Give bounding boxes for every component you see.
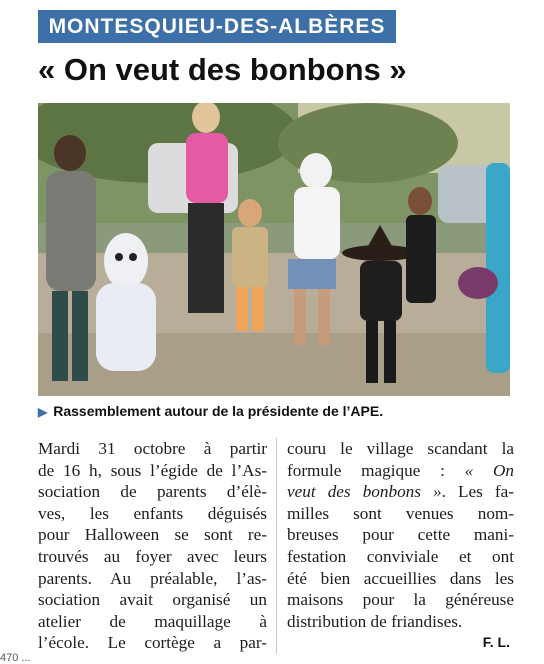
column-line: sociation avait organisé un [38, 590, 267, 610]
column-line [287, 481, 514, 503]
column-line-part: formule magique : [287, 460, 465, 480]
article-column-2 [287, 438, 514, 632]
quote-text: veut des bonbons » [287, 482, 442, 502]
column-line: festation conviviale et ont [287, 546, 514, 566]
page-number: 470 ... [0, 652, 31, 664]
article-photo [38, 103, 510, 396]
column-line-part: . Les fa- [441, 482, 514, 502]
column-line: parents. Au préalable, l’as- [38, 568, 267, 588]
article-column-1 [38, 438, 267, 654]
photo-illustration [38, 103, 510, 396]
caption-text: Rassemblement autour de la présidente de l’APE. [53, 403, 384, 419]
column-line: maisons pour la généreuse [287, 590, 514, 610]
article-headline: « On veut des bonbons » [38, 52, 407, 87]
author-signature: F. L. [482, 634, 510, 650]
column-line: ves, les enfants déguisés [38, 503, 267, 523]
column-line: été bien accueillies dans les [287, 568, 514, 588]
photo-caption [38, 401, 518, 421]
column-line: milles sont venues nom- [287, 503, 514, 523]
column-line: pour Halloween se sont re- [38, 525, 267, 545]
caption-marker-icon: ▶ [38, 405, 48, 419]
column-line: Mardi 31 octobre à partir [38, 439, 267, 458]
column-line: sociation de parents d’élè- [38, 482, 267, 502]
column-divider [276, 438, 277, 654]
section-kicker: MONTESQUIEU-DES-ALBÈRES [38, 10, 396, 43]
column-line: trouvés au foyer avec leurs [38, 546, 267, 566]
column-line: couru le village scandant la [287, 439, 514, 458]
quote-text: « On [464, 460, 514, 480]
column-line: distribution de friandises. [287, 611, 463, 631]
column-line: atelier de maquillage à [38, 611, 267, 631]
column-line: de 16 h, sous l’égide de l’As- [38, 460, 267, 480]
column-line: breuses pour cette mani- [287, 525, 514, 545]
column-line [287, 460, 514, 482]
column-line: l’école. Le cortège a par- [38, 633, 267, 653]
